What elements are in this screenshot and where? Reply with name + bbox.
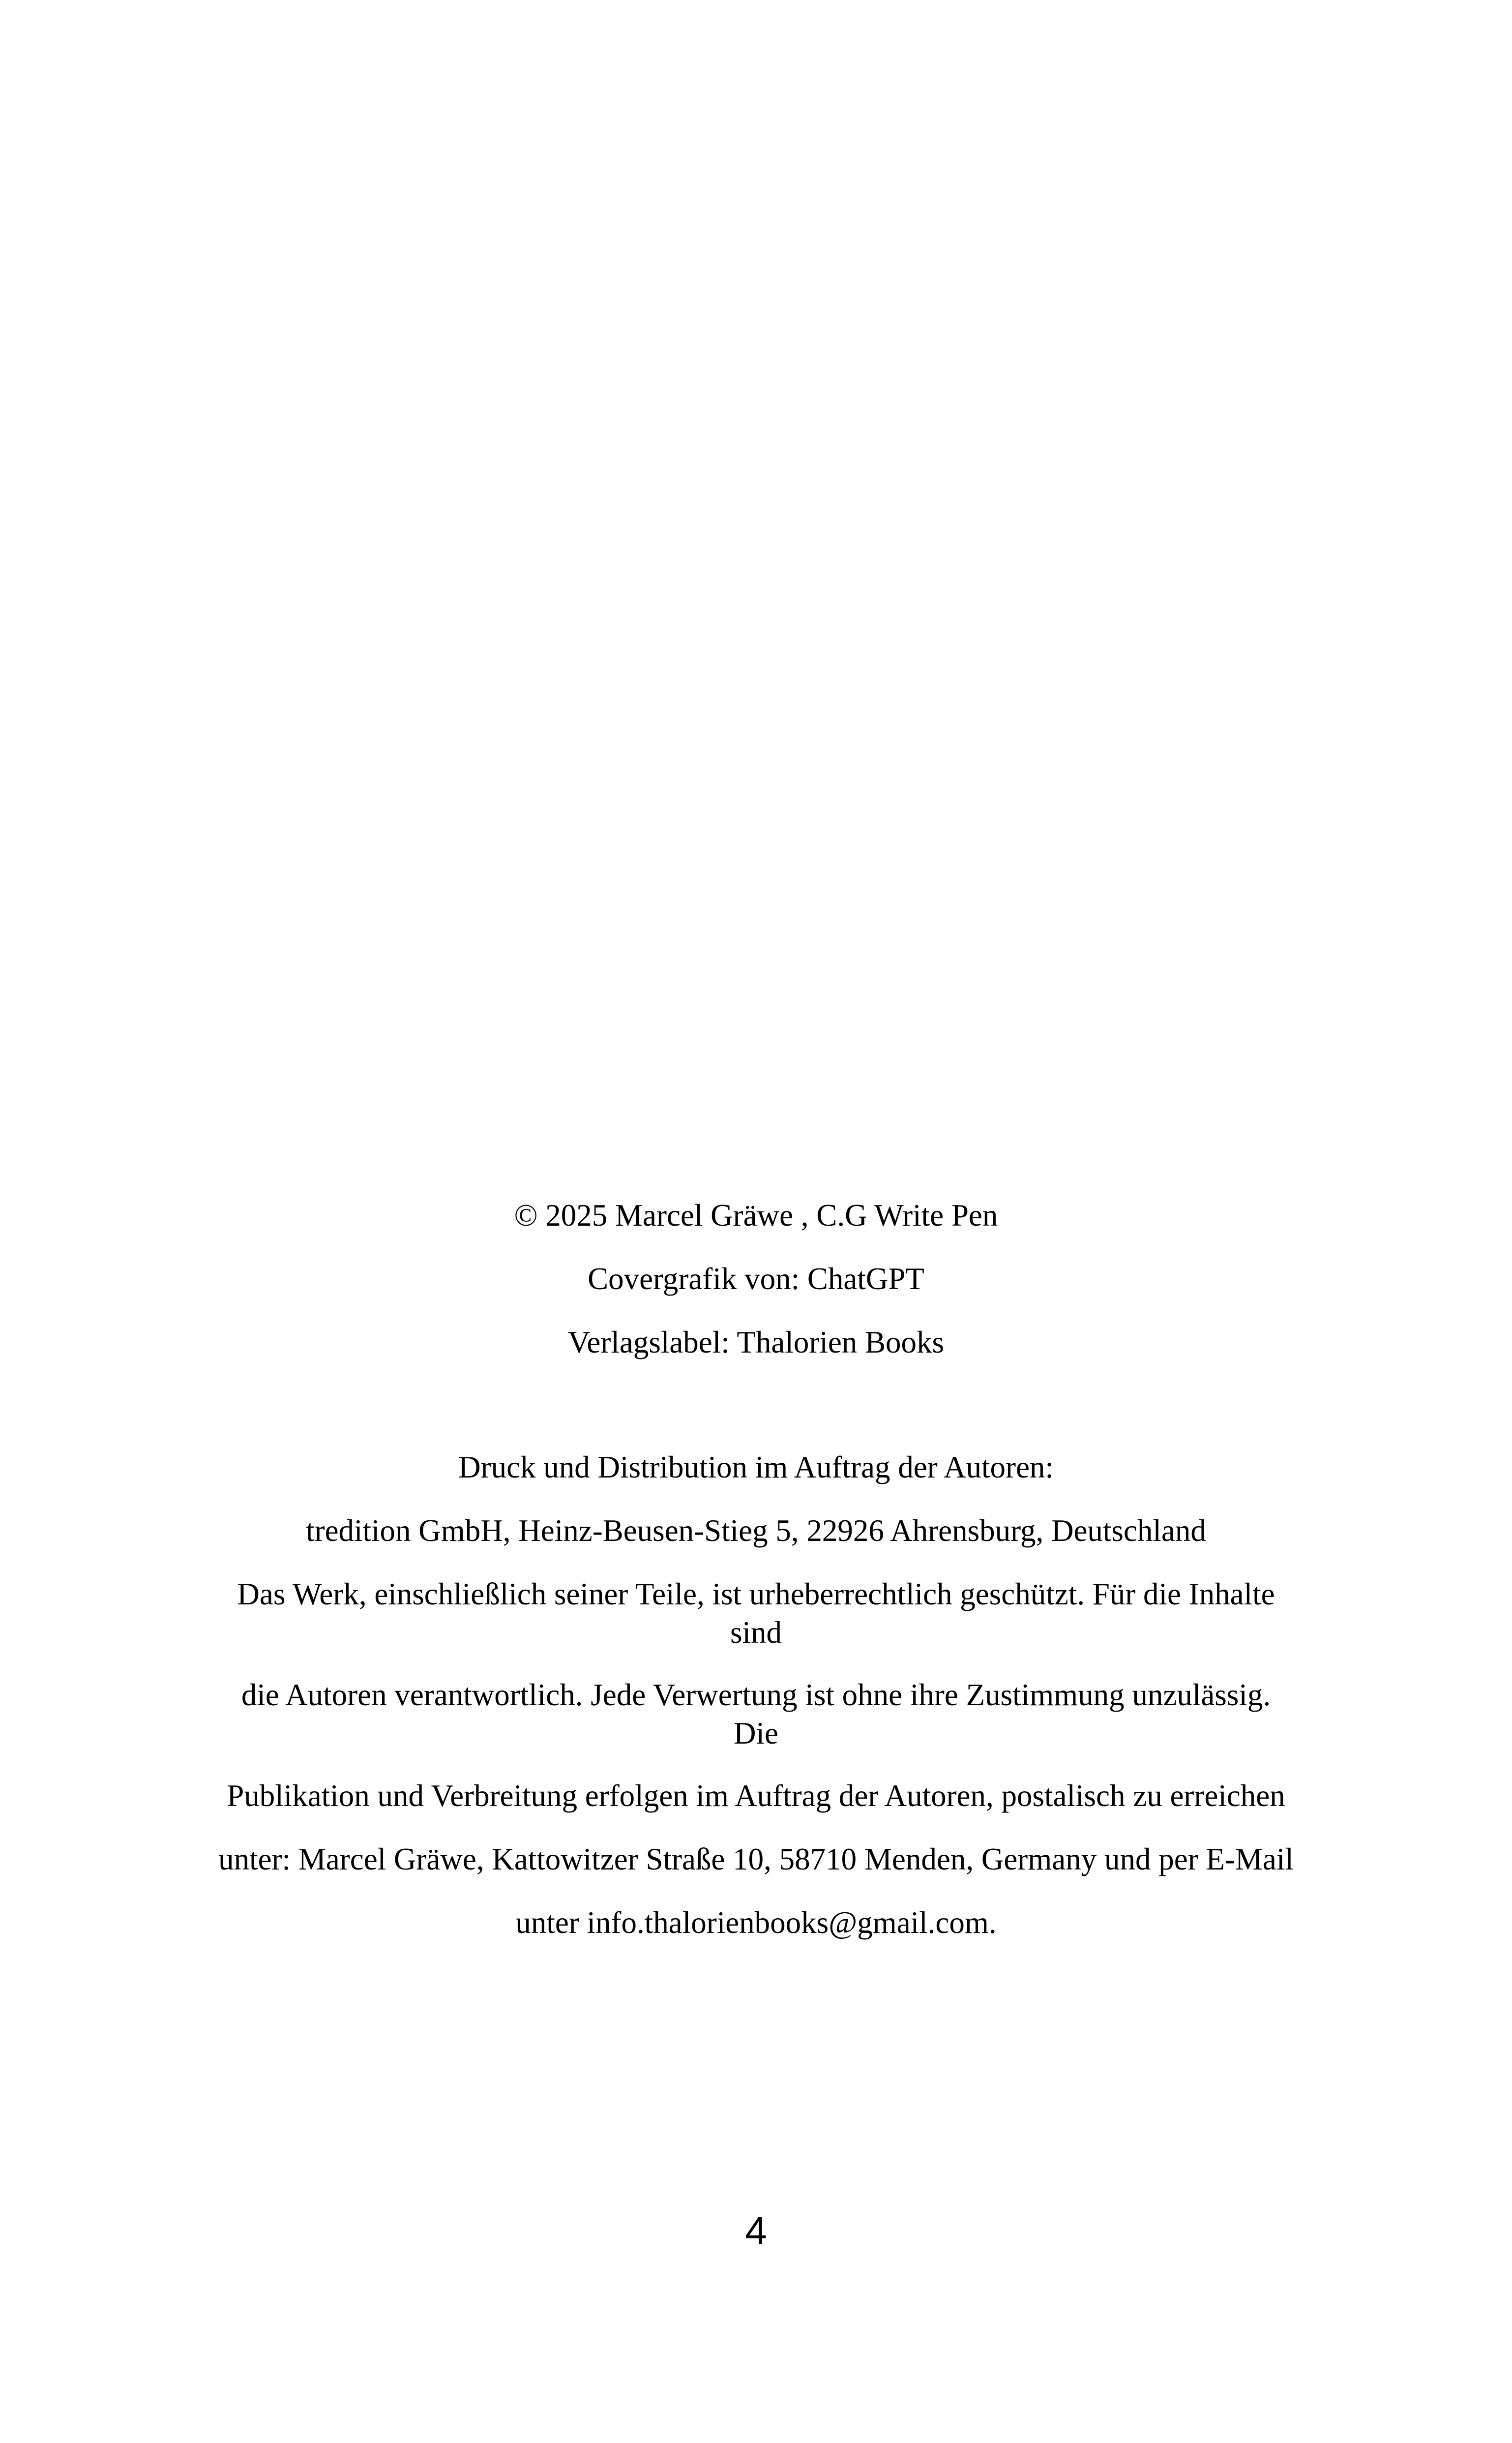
rights-line-1-continuation: sind	[730, 1615, 782, 1650]
rights-line-1: Das Werk, einschließlich seiner Teile, ist urheberrechtlich geschützt. Für die Inhalte	[237, 1577, 1275, 1611]
rights-line-4: unter: Marcel Gräwe, Kattowitzer Straße 10, 58710 Menden, Germany und per E-Mail	[218, 1842, 1294, 1876]
rights-line-2-continuation: Die	[734, 1716, 778, 1750]
contact-email-line: unter info.thalorienbooks@gmail.com.	[515, 1905, 997, 1940]
page-number: 4	[745, 2209, 767, 2253]
distribution-heading: Druck und Distribution im Auftrag der Autoren:	[458, 1450, 1054, 1484]
distributor-address: tredition GmbH, Heinz-Beusen-Stieg 5, 22926 Ahrensburg, Deutschland	[306, 1513, 1206, 1548]
rights-line-2: die Autoren verantwortlich. Jede Verwertung ist ohne ihre Zustimmung unzulässig.	[241, 1678, 1271, 1712]
rights-line-3: Publikation und Verbreitung erfolgen im Auftrag der Autoren, postalisch zu erreichen	[227, 1779, 1285, 1813]
copyright-line: © 2025 Marcel Gräwe , C.G Write Pen	[514, 1198, 998, 1233]
publisher-label-line: Verlagslabel: Thalorien Books	[567, 1325, 945, 1359]
cover-credit-line: Covergrafik von: ChatGPT	[588, 1262, 924, 1296]
